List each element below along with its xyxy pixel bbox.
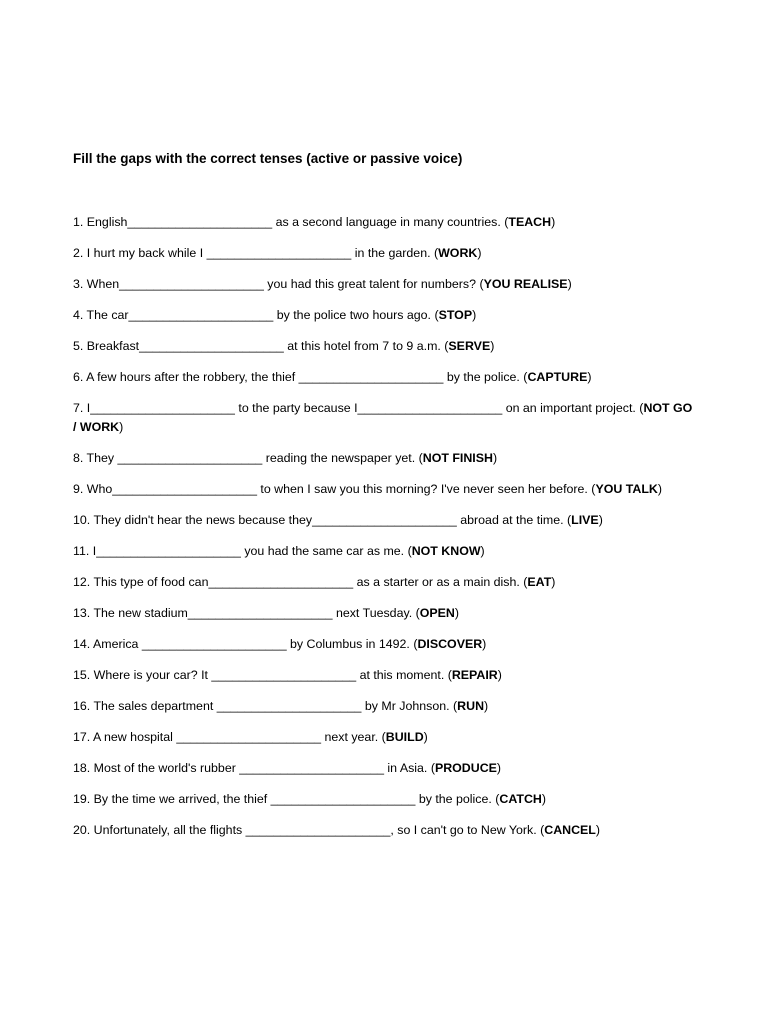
exercise-close: ) bbox=[119, 420, 124, 434]
exercise-sentence: 17. A new hospital _____________________ next year. ( bbox=[73, 730, 386, 744]
exercise-close: ) bbox=[490, 339, 495, 353]
exercise-item bbox=[73, 449, 693, 468]
exercise-sentence: 6. A few hours after the robbery, the thief _____________________ by the police. ( bbox=[73, 370, 528, 384]
exercise-close: ) bbox=[496, 761, 502, 775]
exercise-verb: LIVE bbox=[571, 513, 599, 527]
exercise-sentence: 15. Where is your car? It _____________________ at this moment. ( bbox=[73, 668, 452, 682]
exercise-sentence: 8. They _____________________ reading the newspaper yet. ( bbox=[73, 451, 423, 465]
exercise-item bbox=[73, 337, 693, 356]
exercise-item bbox=[73, 542, 693, 561]
exercise-item bbox=[73, 604, 693, 623]
exercise-verb: NOT FINISH bbox=[422, 451, 493, 465]
exercise-close: ) bbox=[497, 668, 502, 682]
exercise-close: ) bbox=[657, 482, 662, 496]
exercise-verb: NOT KNOW bbox=[411, 544, 481, 558]
exercise-sentence: 1. English_____________________ as a second language in many countries. ( bbox=[73, 215, 509, 229]
exercise-sentence: 5. Breakfast_____________________ at this hotel from 7 to 9 a.m. ( bbox=[73, 339, 449, 353]
exercise-close: ) bbox=[477, 246, 482, 260]
exercise-item bbox=[73, 399, 693, 437]
exercise-verb: CANCEL bbox=[544, 823, 596, 837]
exercise-item bbox=[73, 728, 693, 747]
exercise-item bbox=[73, 790, 693, 809]
worksheet-title: Fill the gaps with the correct tenses (active or passive voice) bbox=[73, 151, 463, 166]
exercise-item bbox=[73, 213, 693, 232]
exercise-close: ) bbox=[492, 451, 498, 465]
exercise-verb: EAT bbox=[527, 575, 552, 589]
exercise-verb: YOU TALK bbox=[595, 482, 658, 496]
exercise-sentence: 19. By the time we arrived, the thief _____________________ by the police. ( bbox=[73, 792, 500, 806]
exercise-item bbox=[73, 635, 693, 654]
exercise-verb: YOU REALISE bbox=[483, 277, 568, 291]
exercise-close: ) bbox=[595, 823, 601, 837]
exercise-close: ) bbox=[598, 513, 603, 527]
exercise-sentence: 16. The sales department _____________________ by Mr Johnson. ( bbox=[73, 699, 458, 713]
exercise-sentence: 14. America _____________________ by Columbus in 1492. ( bbox=[73, 637, 418, 651]
exercise-verb: NOT GO / WORK bbox=[73, 401, 693, 434]
exercise-verb: WORK bbox=[438, 246, 478, 260]
exercise-sentence: 13. The new stadium_____________________ next Tuesday. ( bbox=[73, 606, 420, 620]
exercise-list bbox=[73, 213, 693, 852]
exercise-close: ) bbox=[551, 215, 556, 229]
exercise-verb: CAPTURE bbox=[527, 370, 588, 384]
exercise-verb: DISCOVER bbox=[417, 637, 483, 651]
exercise-close: ) bbox=[482, 637, 487, 651]
exercise-item bbox=[73, 666, 693, 685]
exercise-sentence: 2. I hurt my back while I _____________________ in the garden. ( bbox=[73, 246, 439, 260]
exercise-sentence: 3. When_____________________ you had this great talent for numbers? ( bbox=[73, 277, 484, 291]
exercise-close: ) bbox=[567, 277, 572, 291]
exercise-item bbox=[73, 480, 693, 499]
exercise-item bbox=[73, 697, 693, 716]
exercise-sentence: 10. They didn't hear the news because they_____________________ abroad at the time. ( bbox=[73, 513, 572, 527]
exercise-verb: SERVE bbox=[448, 339, 491, 353]
exercise-item bbox=[73, 573, 693, 592]
exercise-sentence: 9. Who_____________________ to when I saw you this morning? I've never seen her before. ( bbox=[73, 482, 596, 496]
exercise-sentence: 4. The car_____________________ by the police two hours ago. ( bbox=[73, 308, 439, 322]
exercise-verb: RUN bbox=[457, 699, 485, 713]
exercise-close: ) bbox=[484, 699, 489, 713]
exercise-item bbox=[73, 306, 693, 325]
exercise-verb: TEACH bbox=[508, 215, 552, 229]
exercise-close: ) bbox=[472, 308, 477, 322]
exercise-close: ) bbox=[480, 544, 485, 558]
exercise-close: ) bbox=[587, 370, 592, 384]
exercise-item bbox=[73, 511, 693, 530]
exercise-close: ) bbox=[454, 606, 460, 620]
exercise-sentence: 20. Unfortunately, all the flights _____________________, so I can't go to New York. ( bbox=[73, 823, 545, 837]
exercise-verb: REPAIR bbox=[451, 668, 498, 682]
exercise-sentence: 11. I_____________________ you had the same car as me. ( bbox=[73, 544, 412, 558]
exercise-sentence: 18. Most of the world's rubber _____________________ in Asia. ( bbox=[73, 761, 435, 775]
exercise-sentence: 7. I_____________________ to the party because I_____________________ on an important project. ( bbox=[73, 401, 644, 415]
exercise-close: ) bbox=[423, 730, 428, 744]
exercise-close: ) bbox=[551, 575, 556, 589]
exercise-item bbox=[73, 368, 693, 387]
exercise-item bbox=[73, 244, 693, 263]
exercise-verb: STOP bbox=[438, 308, 473, 322]
exercise-close: ) bbox=[541, 792, 546, 806]
exercise-verb: OPEN bbox=[419, 606, 455, 620]
exercise-verb: PRODUCE bbox=[434, 761, 497, 775]
exercise-verb: CATCH bbox=[499, 792, 542, 806]
exercise-item bbox=[73, 275, 693, 294]
exercise-item bbox=[73, 759, 693, 778]
exercise-verb: BUILD bbox=[385, 730, 424, 744]
exercise-item bbox=[73, 821, 693, 840]
exercise-sentence: 12. This type of food can_____________________ as a starter or as a main dish. ( bbox=[73, 575, 528, 589]
